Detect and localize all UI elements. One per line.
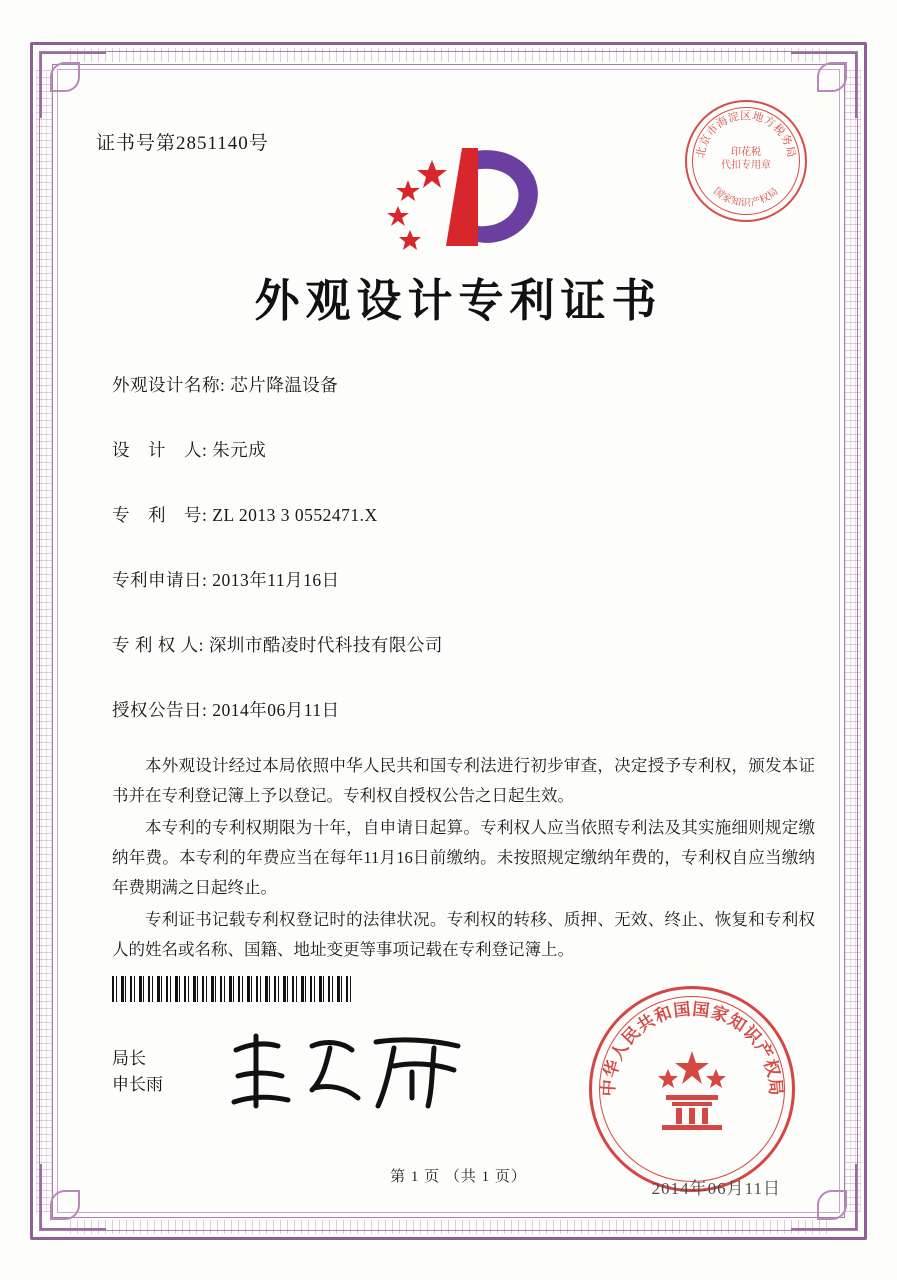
field-design-name-value: 芯片降温设备 xyxy=(230,375,339,395)
paragraph-1: 本外观设计经过本局依照中华人民共和国专利法进行初步审查，决定授予专利权，颁发本证书并在专利登记簿上予以登记。专利权自授权公告之日起生效。 xyxy=(112,756,815,805)
field-designer-value: 朱元成 xyxy=(212,440,267,460)
bottom-border-pattern xyxy=(70,1220,827,1234)
national-seal xyxy=(589,986,795,1192)
field-designer-label: 设 计 人: xyxy=(112,440,208,460)
top-border-pattern xyxy=(70,48,827,62)
legal-text-block xyxy=(112,751,815,967)
barcode xyxy=(112,976,352,1002)
field-design-name-label: 外观设计名称: xyxy=(112,375,226,395)
signature-name: 申长雨 xyxy=(112,1075,163,1094)
stamp-center-line1: 印花税 xyxy=(731,147,761,158)
field-patentee-value: 深圳市酷凌时代科技有限公司 xyxy=(208,635,443,655)
left-border-pattern xyxy=(36,70,52,1212)
paragraph-3: 专利证书记载专利权登记时的法律状况。专利权的转移、质押、无效、终止、恢复和专利权人的姓名或名称、国籍、地址变更等事项记载在专利登记簿上。 xyxy=(112,910,815,959)
tax-stamp-seal xyxy=(685,100,807,222)
signature-title: 局长 xyxy=(112,1049,146,1068)
paragraph-2: 本专利的专利权期限为十年，自申请日起算。专利权人应当依照专利法及其实施细则规定缴纳年费。本专利的年费应当在每年11月16日前缴纳。未按照规定缴纳年费的，专利权自应当缴纳年费期满之日起终止。 xyxy=(112,818,815,897)
field-grant-date-label: 授权公告日: xyxy=(112,700,208,720)
stamp-center-text xyxy=(687,146,805,172)
field-patent-number-label: 专 利 号: xyxy=(112,505,208,525)
cnipa-logo-icon xyxy=(374,134,564,264)
field-grant-date-value: 2014年06月11日 xyxy=(212,700,340,720)
field-design-name xyxy=(112,372,821,397)
seal-arc-text: 中华人民共和国国家知识产权局 xyxy=(598,999,786,1098)
field-patent-number xyxy=(112,502,821,527)
right-border-pattern xyxy=(845,70,861,1212)
field-application-date-label: 专利申请日: xyxy=(112,570,208,590)
field-designer xyxy=(112,437,821,462)
page-footer: 第 1 页 （共 1 页） xyxy=(390,1169,527,1185)
field-application-date xyxy=(112,567,821,592)
signature-block xyxy=(112,1046,163,1098)
page-title: 外观设计专利证书 xyxy=(254,274,663,327)
stamp-arc-top-text: 北京市海淀区地方税务局 xyxy=(694,110,798,159)
certificate-number: 证书号第2851140号 xyxy=(96,133,269,154)
national-emblem-icon xyxy=(646,1043,738,1135)
field-patentee xyxy=(112,632,821,657)
field-patentee-label: 专 利 权 人: xyxy=(112,635,204,655)
field-patent-number-value: ZL 2013 3 0552471.X xyxy=(212,505,378,525)
field-grant-announcement-date xyxy=(112,697,821,722)
field-application-date-value: 2013年11月16日 xyxy=(212,570,340,590)
stamp-center-line2: 代扣专用章 xyxy=(721,160,771,171)
seal-date: 2014年06月11日 xyxy=(651,1179,781,1198)
certificate-content xyxy=(96,96,821,1196)
certificate-fields xyxy=(112,372,821,762)
stamp-arc-bottom-text: 国家知识产权局 xyxy=(711,185,781,209)
svg-text:国家知识产权局 xyxy=(711,185,781,209)
handwritten-signature xyxy=(226,1028,486,1118)
